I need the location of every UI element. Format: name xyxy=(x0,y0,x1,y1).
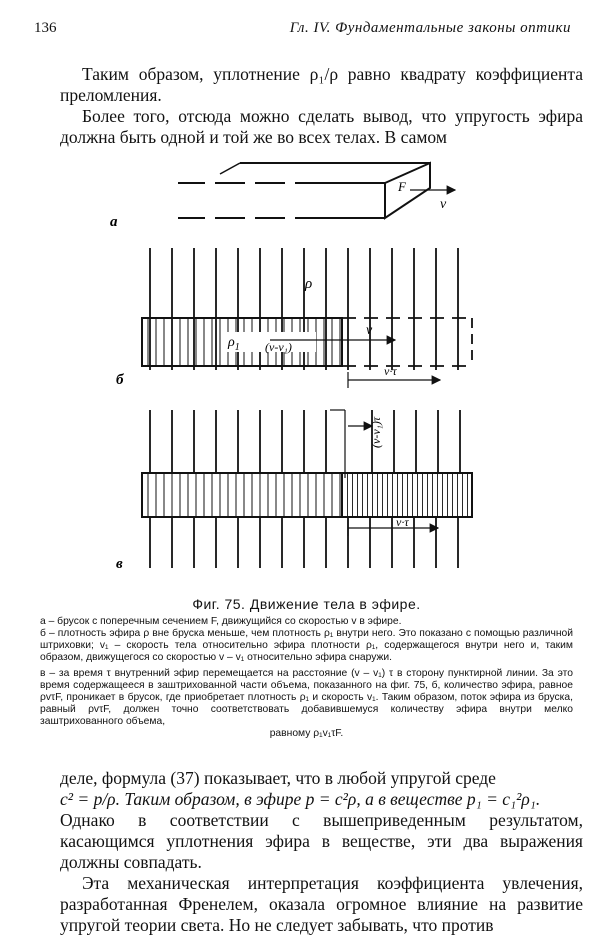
caption-v-end: равному ρ₁v₁τF. xyxy=(269,728,344,739)
paragraph-1: Таким образом, уплотнение ρ₁/ρ равно квадрату коэффициента преломления. xyxy=(60,64,583,105)
caption-v: в – за время τ внутренний эфир перемещается на расстояние (v – v₁) τ в сторону пунктирной линии. За это время содержащееся в заштрихованной части объема, показанного на фиг. 75, б, количество эфира, равное ρvτF, проникает в брусок, где приобретает плотность ρ₁ и скорость v₁. Таким образом, поток эфира из бруска, равный ρvτF, должен точно соответствовать добавившемуся количеству эфира внутри мелко заштрихованного объема, xyxy=(40,668,573,727)
caption-a: а – брусок с поперечным сечением F, движущийся со скоростью v в эфире. xyxy=(40,616,402,627)
a-F-label: F xyxy=(398,179,406,194)
top-text xyxy=(60,64,583,148)
paragraph-2: Более того, отсюда можно сделать вывод, что упругость эфира должна быть одной и той же во всех телах. В самом xyxy=(60,106,583,147)
paragraph-4: Эта механическая интерпретация коэффициента увлечения, разработанная Френелем, оказала огромное влияние на развитие упругой теории света. Но не следует забывать, что против xyxy=(60,873,583,935)
page-header xyxy=(34,20,579,42)
page-number: 136 xyxy=(34,20,57,36)
panel-a-bar xyxy=(178,163,455,218)
panel-a-label: а xyxy=(110,214,118,230)
b-rho1-label: $\rho_1$ xyxy=(228,335,240,353)
figure-75 xyxy=(0,148,613,588)
paragraph-3-rest: Однако в соответствии с вышеприведенным результатом, касающимся уплотнения эфира в веществе, эти два выражения должны совпадать. xyxy=(60,810,583,872)
panel-b-label: б xyxy=(116,372,124,388)
paragraph-3-line-1: деле, формула (37) показывает, что в любой упругой среде xyxy=(60,768,496,788)
v-tau-vertical-label: (v-v₁)τ xyxy=(369,416,383,448)
b-v-minus-v1-label: (v-v₁) xyxy=(265,340,292,354)
a-v-label: v xyxy=(440,197,447,212)
running-title: Гл. IV. Фундаментальные законы оптики xyxy=(289,20,571,36)
paragraph-3-line-2: c² = p/ρ. Таким образом, в эфире p = c²ρ, а в веществе p₁ = c₁²ρ₁. xyxy=(60,789,541,809)
figure-caption-title: Фиг. 75. Движение тела в эфире. xyxy=(192,596,421,612)
v-vtau-label: v·τ xyxy=(396,515,409,529)
b-vtau-label: v·τ xyxy=(384,364,397,378)
bottom-text xyxy=(60,768,583,936)
caption-b: б – плотность эфира ρ вне бруска меньше, чем плотность ρ₁ внутри него. Это показано с помощью различной штриховки; v₁ – скорость тела относительно эфира плотности ρ₁, содержащегося внутри него и, таким образом, движущегося со скоростью v – v₁ относительно эфира снаружи. xyxy=(40,628,573,663)
panel-v-label: в xyxy=(116,556,123,572)
b-v-label: v xyxy=(366,323,373,338)
panel-v-fine-hatch xyxy=(342,473,472,517)
figure-caption xyxy=(40,616,573,740)
figure-75-drawing xyxy=(0,148,613,588)
panel-v-bar xyxy=(142,473,342,517)
b-rho-label: ρ xyxy=(305,276,313,292)
